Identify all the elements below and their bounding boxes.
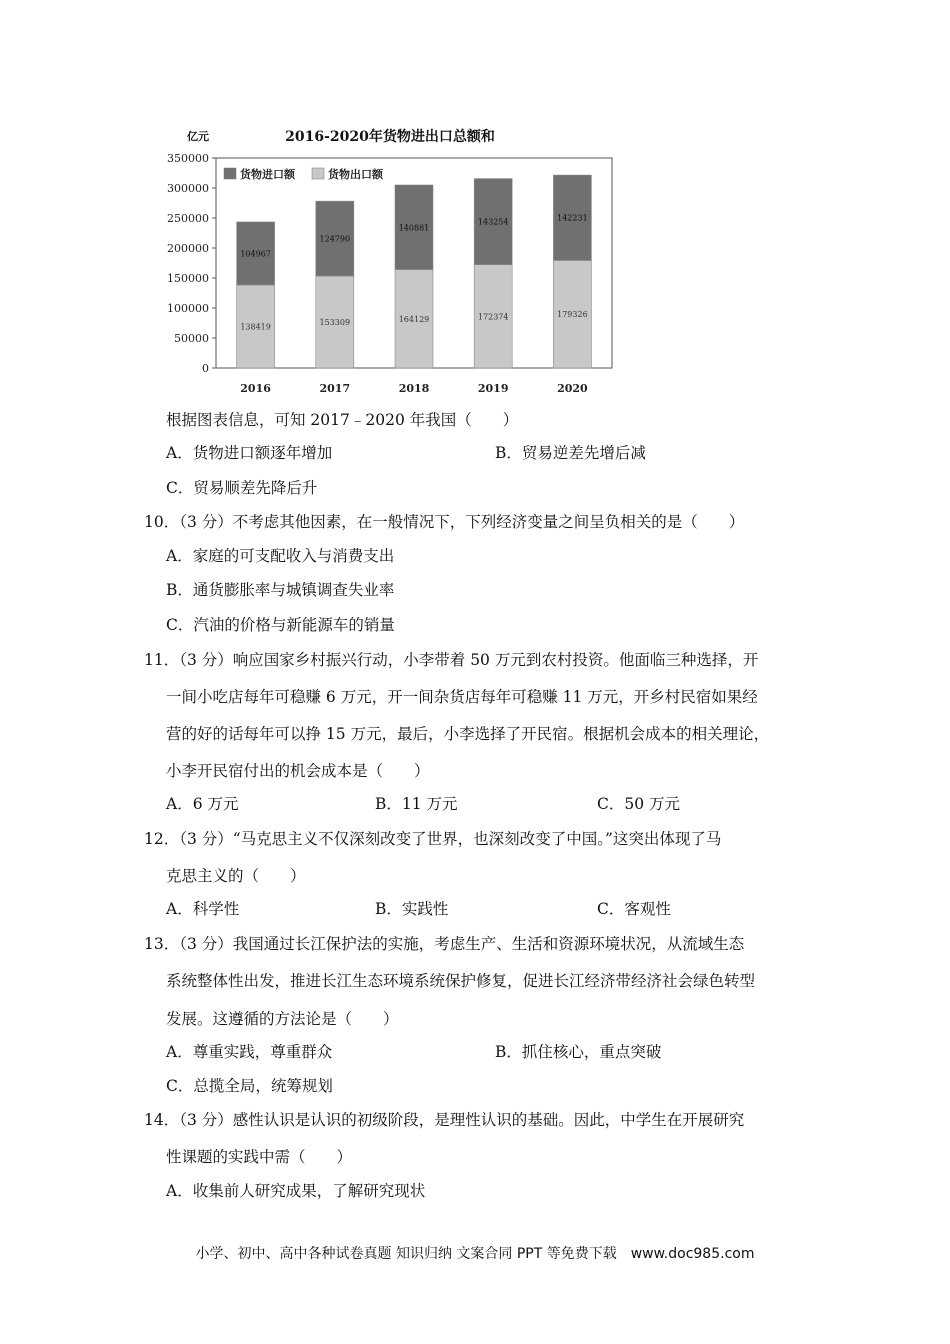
q12-stem-line2: 克思主义的（ ） — [166, 867, 306, 885]
y-tick-label: 100000 — [167, 302, 209, 315]
q11-option-a: A．6 万元 — [166, 795, 239, 813]
legend-label: 货物出口额 — [328, 168, 383, 181]
x-tick-label: 2020 — [557, 382, 588, 395]
q13-option-c: C．总揽全局，统筹规划 — [166, 1077, 333, 1095]
bar-data-label: 164129 — [398, 314, 430, 324]
q13-stem-line3: 发展。这遵循的方法论是（ ） — [166, 1010, 399, 1028]
x-tick-label: 2016 — [240, 382, 271, 395]
q14-stem-line2: 性课题的实践中需（ ） — [166, 1148, 353, 1166]
bar-data-label: 143254 — [477, 217, 509, 227]
y-tick-label: 50000 — [174, 332, 209, 345]
bar-data-label: 124790 — [319, 234, 351, 244]
y-tick-label: 250000 — [167, 212, 209, 225]
bar-data-label: 142231 — [557, 213, 588, 223]
chart-title: 2016-2020年货物进出口总额和 — [285, 129, 495, 145]
q13-stem-line2: 系统整体性出发，推进长江生态环境系统保护修复，促进长江经济带经济社会绿色转型 — [166, 972, 756, 990]
q11-stem-line3: 营的好的话每年可以挣 15 万元，最后，小李选择了开民宿。根据机会成本的相关理论， — [166, 725, 770, 743]
x-tick-label: 2017 — [319, 382, 351, 395]
bar-data-label: 138419 — [240, 322, 271, 332]
x-tick-label: 2018 — [398, 382, 430, 395]
y-tick-label: 350000 — [167, 152, 209, 165]
q12-stem-line1: 12．（3 分）“马克思主义不仅深刻改变了世界，也深刻改变了中国。”这突出体现了马 — [144, 830, 722, 848]
q11-option-b: B．11 万元 — [375, 795, 458, 813]
q13-stem-line1: 13．（3 分）我国通过长江保护法的实施，考虑生产、生活和资源环境状况，从流域生态 — [144, 935, 745, 953]
bar-data-label: 172374 — [477, 312, 509, 322]
q14-stem-line1: 14．（3 分）感性认识是认识的初级阶段，是理性认识的基础。因此，中学生在开展研究 — [144, 1111, 745, 1129]
legend-label: 货物进口额 — [240, 168, 295, 181]
y-tick-label: 150000 — [167, 272, 209, 285]
chart-y-axis-label: 亿元 — [187, 130, 209, 143]
y-tick-label: 300000 — [167, 182, 209, 195]
bar-data-label: 153309 — [319, 318, 351, 328]
bar-data-label: 140881 — [398, 223, 430, 233]
q10-option-a: A．家庭的可支配收入与消费支出 — [166, 547, 395, 565]
q9-option-b: B．贸易逆差先增后减 — [495, 444, 646, 462]
y-tick-label: 200000 — [167, 242, 209, 255]
q9-stem: 根据图表信息，可知 2017﹣2020 年我国（ ） — [166, 411, 519, 429]
q11-stem-line4: 小李开民宿付出的机会成本是（ ） — [166, 762, 430, 780]
import-export-stacked-bar-chart — [160, 118, 620, 400]
q10-stem: 10．（3 分）不考虑其他因素，在一般情况下，下列经济变量之间呈负相关的是（ ） — [144, 513, 745, 531]
q12-option-c: C．客观性 — [597, 900, 671, 918]
q14-option-a: A．收集前人研究成果，了解研究现状 — [166, 1182, 426, 1200]
bar-data-label: 179326 — [557, 310, 588, 320]
legend-swatch — [312, 168, 324, 179]
q13-option-a: A．尊重实践，尊重群众 — [166, 1043, 333, 1061]
x-tick-label: 2019 — [477, 382, 509, 395]
page-footer: 小学、初中、高中各种试卷真题 知识归纳 文案合同 PPT 等免费下载 www.doc985.com — [195, 1246, 755, 1262]
q10-option-c: C．汽油的价格与新能源车的销量 — [166, 616, 395, 634]
bar-data-label: 104967 — [240, 249, 271, 259]
y-tick-label: 0 — [202, 362, 209, 375]
q10-option-b: B．通货膨胀率与城镇调查失业率 — [166, 581, 395, 599]
q11-stem-line1: 11．（3 分）响应国家乡村振兴行动，小李带着 50 万元到农村投资。他面临三种选择，开 — [144, 651, 759, 669]
q9-option-a: A．货物进口额逐年增加 — [166, 444, 333, 462]
q12-option-a: A．科学性 — [166, 900, 240, 918]
q11-stem-line2: 一间小吃店每年可稳赚 6 万元，开一间杂货店每年可稳赚 11 万元，开乡村民宿如果经 — [166, 688, 758, 706]
q13-option-b: B．抓住核心，重点突破 — [495, 1043, 662, 1061]
legend-swatch — [224, 168, 236, 179]
q11-option-c: C．50 万元 — [597, 795, 681, 813]
q12-option-b: B．实践性 — [375, 900, 449, 918]
q9-option-c: C．贸易顺差先降后升 — [166, 479, 318, 497]
